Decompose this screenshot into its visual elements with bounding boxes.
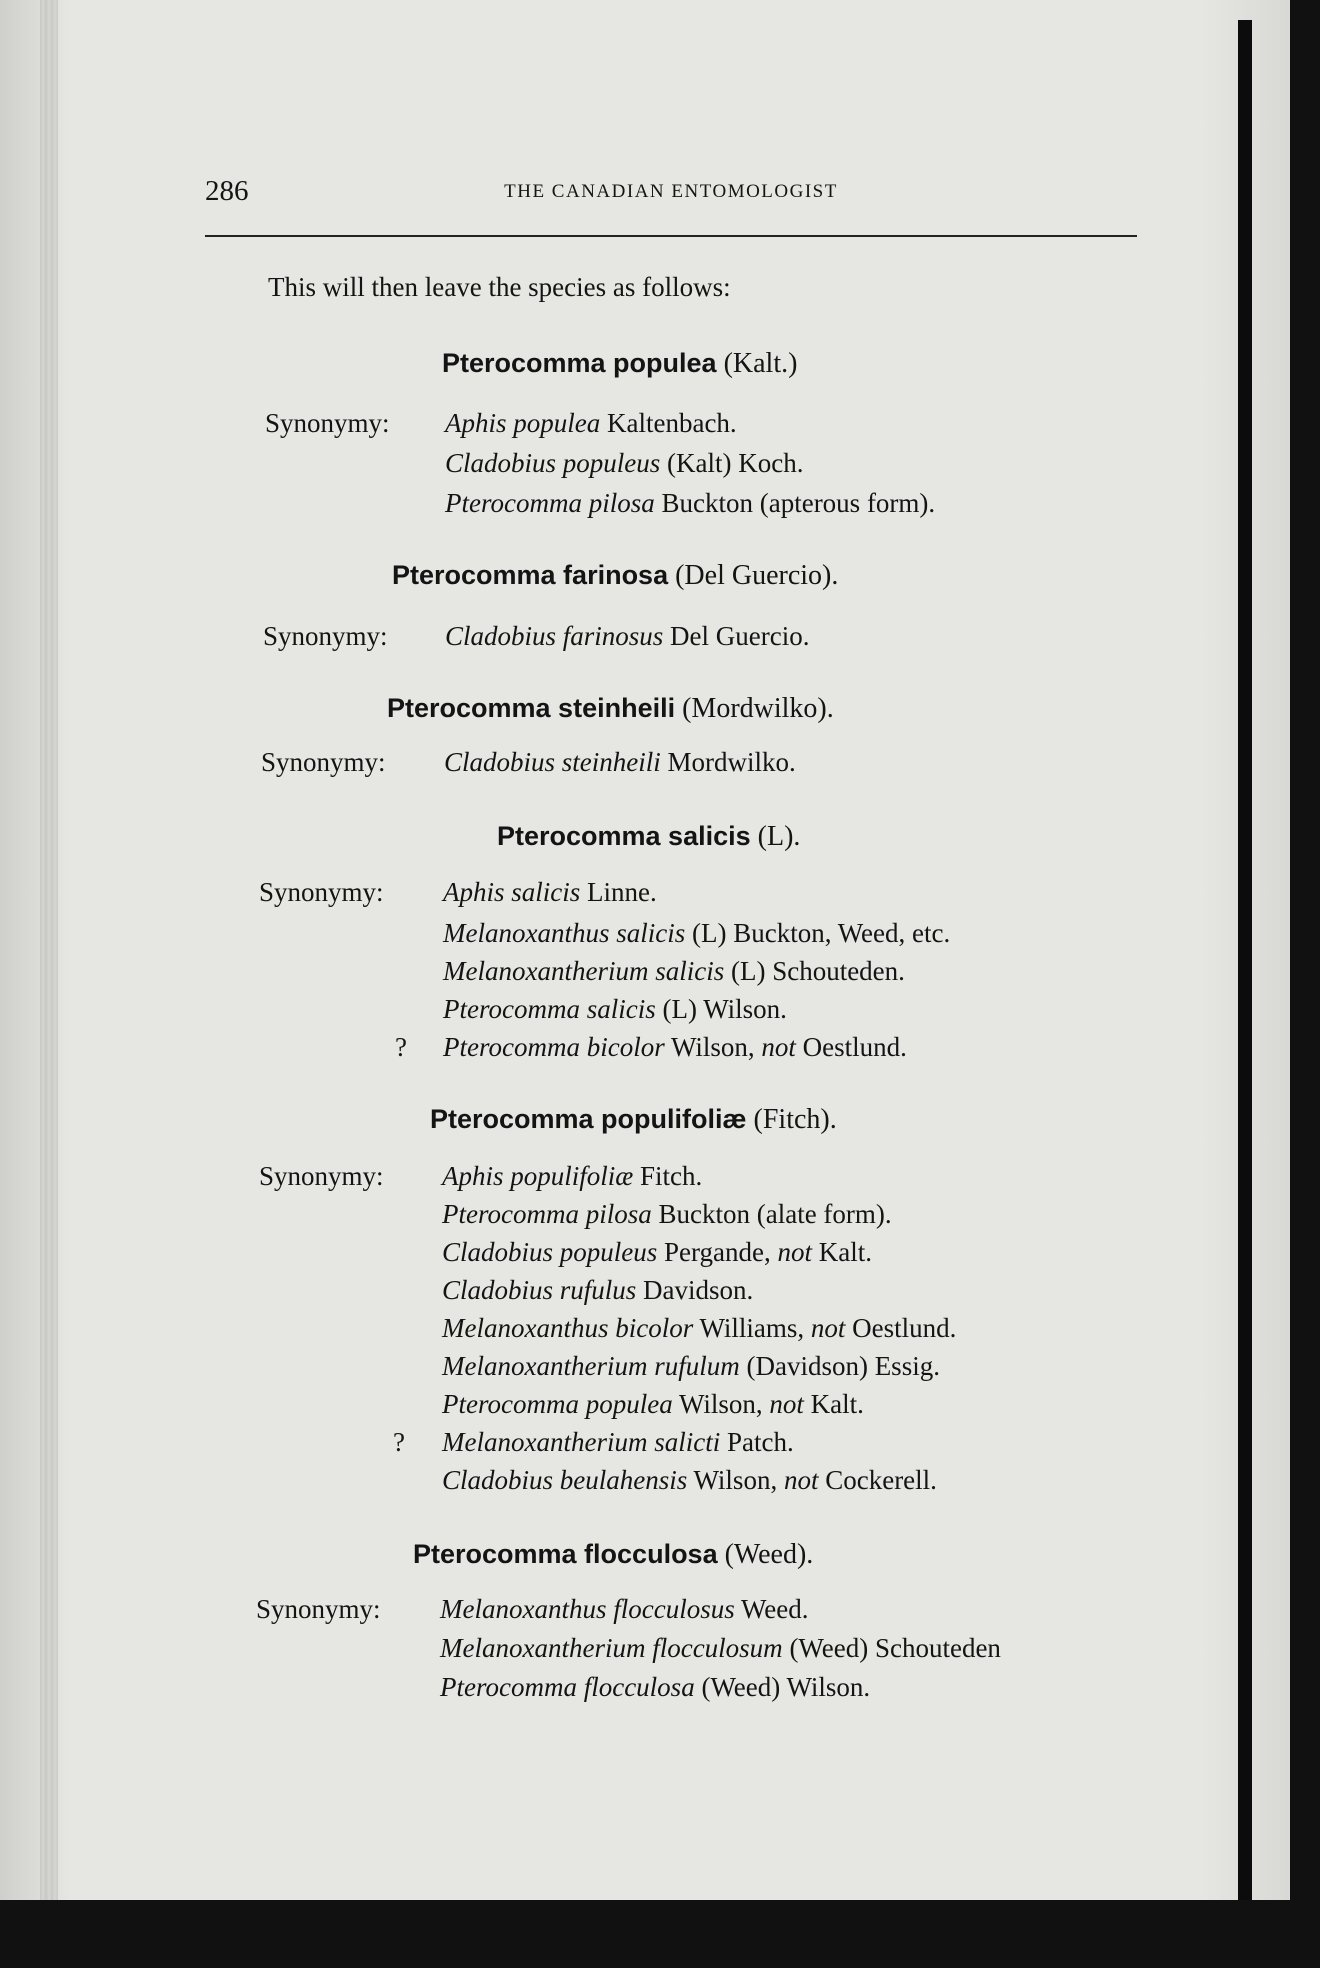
synonym-line: Melanoxantherium flocculosum (Weed) Schouteden	[440, 1633, 1001, 1663]
synonym-line: Melanoxantherium rufulum (Davidson) Essig.	[442, 1351, 940, 1381]
running-head: THE CANADIAN ENTOMOLOGIST	[504, 181, 838, 202]
synonym-line: Pterocomma populea Wilson, not Kalt.	[442, 1389, 864, 1419]
synonym-line: Cladobius steinheili Mordwilko.	[444, 747, 796, 777]
species-authority: (Weed).	[724, 1539, 814, 1570]
species-name: Pterocomma flocculosa	[413, 1539, 718, 1569]
synonymy-label: Synonymy:	[265, 408, 390, 438]
synonym-line: Cladobius populeus (Kalt) Koch.	[445, 448, 804, 478]
synonym-line: Melanoxanthus salicis (L) Buckton, Weed, etc.	[443, 918, 951, 948]
synonym-line: Melanoxantherium salicis (L) Schouteden.	[443, 956, 905, 986]
synonym-line: Melanoxanthus bicolor Williams, not Oestlund.	[442, 1313, 957, 1343]
species-authority: (Kalt.)	[723, 348, 798, 379]
book-binding	[1238, 20, 1252, 1900]
synonym-line: Cladobius beulahensis Wilson, not Cockerell.	[442, 1465, 937, 1495]
synonym-line: Cladobius farinosus Del Guercio.	[445, 621, 810, 651]
synonymy-label: Synonymy:	[263, 621, 388, 651]
synonym-line: Melanoxantherium salicti Patch.	[442, 1427, 794, 1457]
species-title	[442, 348, 797, 380]
page-header	[205, 175, 1137, 215]
species-name: Pterocomma farinosa	[392, 560, 669, 590]
species-authority: (L).	[757, 821, 801, 852]
synonym-line: Pterocomma flocculosa (Weed) Wilson.	[440, 1672, 871, 1702]
synonym-line: Aphis salicis Linne.	[443, 877, 657, 907]
page-number: 286	[205, 175, 249, 207]
species-authority: (Mordwilko).	[682, 693, 834, 724]
synonym-line: Aphis populea Kaltenbach.	[445, 408, 737, 438]
species-name: Pterocomma salicis	[497, 821, 751, 851]
synonymy-label: Synonymy:	[259, 1161, 384, 1191]
synonym-line: Pterocomma pilosa Buckton (apterous form).	[445, 488, 936, 518]
species-title	[392, 560, 838, 592]
header-rule	[205, 235, 1137, 237]
species-title	[413, 1539, 813, 1571]
query-mark: ?	[395, 1032, 407, 1062]
synonym-line: Melanoxanthus flocculosus Weed.	[440, 1594, 809, 1624]
query-mark: ?	[393, 1427, 405, 1457]
synonym-line: Aphis populifoliæ Fitch.	[442, 1161, 703, 1191]
species-name: Pterocomma populifoliæ	[430, 1104, 747, 1134]
synonym-line: Pterocomma pilosa Buckton (alate form).	[442, 1199, 892, 1229]
synonym-line: Pterocomma salicis (L) Wilson.	[443, 994, 787, 1024]
species-authority: (Fitch).	[753, 1104, 837, 1135]
species-name: Pterocomma populea	[442, 348, 717, 378]
synonymy-label: Synonymy:	[261, 747, 386, 777]
synonymy-label: Synonymy:	[256, 1594, 381, 1624]
synonym-line: Cladobius populeus Pergande, not Kalt.	[442, 1237, 873, 1267]
species-name: Pterocomma steinheili	[387, 693, 676, 723]
species-title	[387, 693, 834, 725]
species-authority: (Del Guercio).	[675, 560, 839, 591]
synonymy-label: Synonymy:	[259, 877, 384, 907]
synonym-line: Cladobius rufulus Davidson.	[442, 1275, 754, 1305]
intro-text: This will then leave the species as follows:	[268, 272, 731, 302]
synonym-line: Pterocomma bicolor Wilson, not Oestlund.	[443, 1032, 907, 1062]
species-title	[430, 1104, 837, 1136]
page-edge	[40, 0, 58, 1900]
species-title	[497, 821, 800, 853]
